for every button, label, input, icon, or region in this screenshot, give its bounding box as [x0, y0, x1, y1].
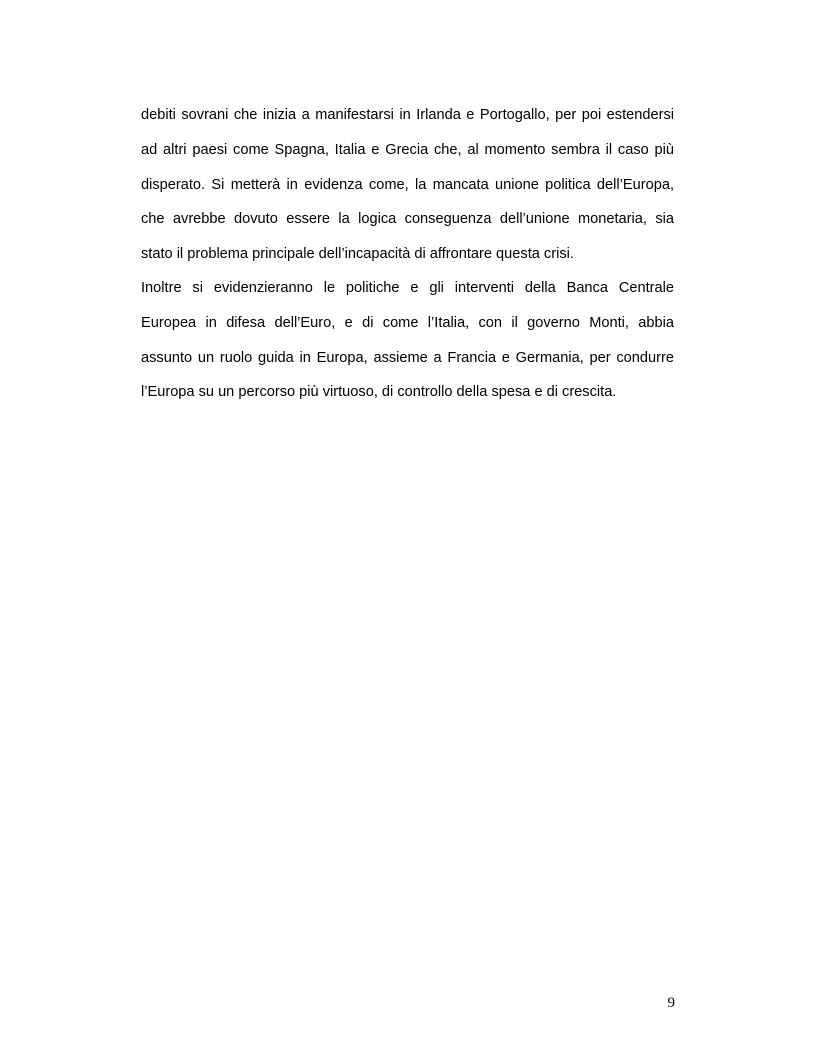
text-line: Inoltre si evidenzieranno le politiche e gli interventi della Banca Centrale — [141, 280, 674, 296]
text-line: ad altri paesi come Spagna, Italia e Grecia che, al momento sembra il caso più — [141, 142, 674, 158]
text-line: Europea in difesa dell’Euro, e di come l’Italia, con il governo Monti, abbia — [141, 315, 674, 331]
text-line: debiti sovrani che inizia a manifestarsi in Irlanda e Portogallo, per poi estendersi — [141, 107, 674, 123]
text-line: disperato. Si metterà in evidenza come, la mancata unione politica dell’Europa, — [141, 177, 674, 193]
text-line: che avrebbe dovuto essere la logica conseguenza dell’unione monetaria, sia — [141, 211, 674, 227]
text-line: stato il problema principale dell’incapacità di affrontare questa crisi. — [141, 246, 574, 262]
text-line: assunto un ruolo guida in Europa, assieme a Francia e Germania, per condurre — [141, 350, 674, 366]
page-number: 9 — [667, 995, 675, 1011]
text-line: l’Europa su un percorso più virtuoso, di controllo della spesa e di crescita. — [141, 384, 617, 400]
